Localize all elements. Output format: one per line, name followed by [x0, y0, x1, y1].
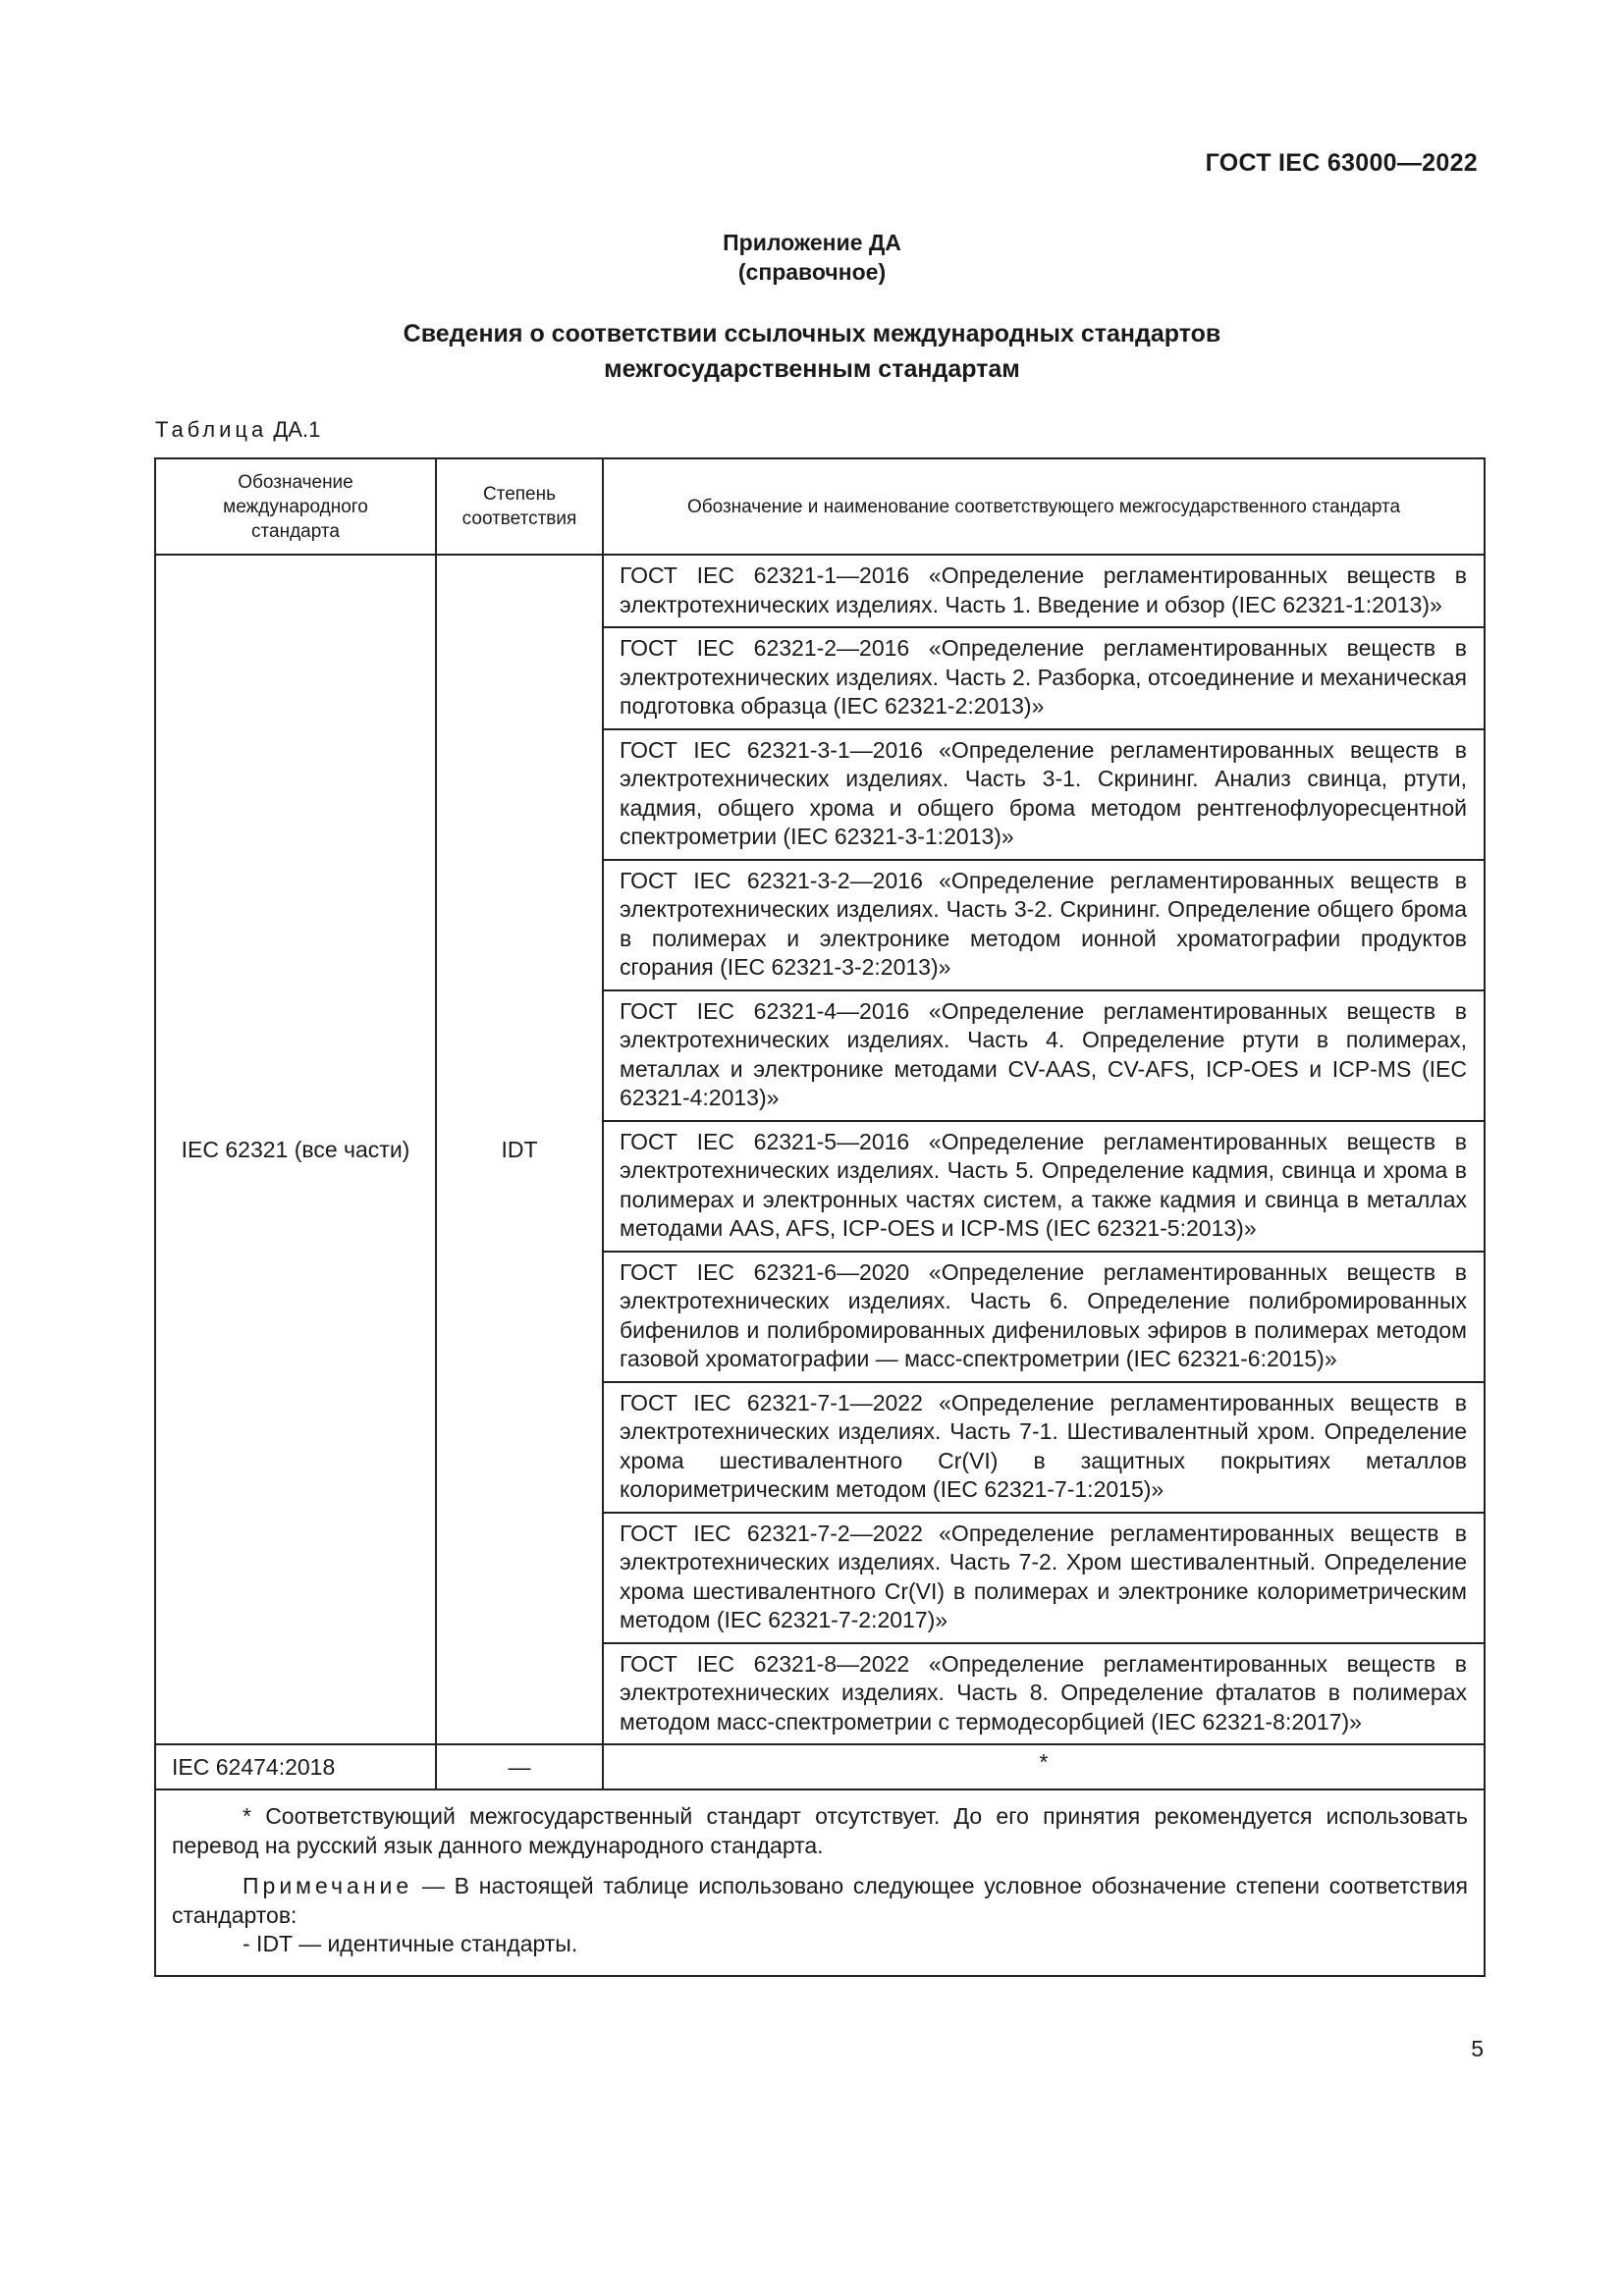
- standard-cell: ГОСТ IEC 62321-6—2020 «Определение регламентированных веществ в электротехнических изделиях. Часть 6. Определение полибромированных бифенилов и полибромированных дифениловых эфиров в полимерах методом газовой хроматографии — масс-спектрометрии (IEC 62321-6:2015)»: [603, 1252, 1485, 1382]
- footnote: * Соответствующий межгосударственный стандарт отсутствует. До его принятия рекомендуется использовать перевод на русский язык данного международного стандарта.: [172, 1803, 1468, 1858]
- header-interstate-standard: Обозначение и наименование соответствующего межгосударственного стандарта: [603, 458, 1485, 555]
- page-number: 5: [1471, 2036, 1484, 2061]
- table-notes: [155, 1789, 1485, 1976]
- standard-cell: ГОСТ IEC 62321-4—2016 «Определение регламентированных веществ в электротехнических изделиях. Часть 4. Определение ртути в полимерах, металлах и электронике методами CV-AAS, CV-AFS, ICP-OES и ICP-MS (IEC 62321-4:2013)»: [603, 990, 1485, 1121]
- note-text: — В настоящей таблице использовано следующее условное обозначение степени соответствия стандартов:: [172, 1873, 1468, 1928]
- standard-cell: ГОСТ IEC 62321-7-1—2022 «Определение регламентированных веществ в электротехнических изделиях. Часть 7-1. Шестивалентный хром. Определение хрома шестивалентного Cr(VI) в защитных покрытиях металлов колориметрическим методом (IEC 62321-7-1:2015)»: [603, 1382, 1485, 1513]
- degree-cell: IDT: [436, 555, 603, 1744]
- standard-cell: ГОСТ IEC 62321-7-2—2022 «Определение регламентированных веществ в электротехнических изделиях. Часть 7-2. Хром шестивалентный. Определение хрома шестивалентного Cr(VI) в полимерах и электронике колориметрическим методом (IEC 62321-7-2:2017)»: [603, 1513, 1485, 1643]
- table-footer-row: [155, 1789, 1485, 1976]
- intl-standard-cell: IEC 62321 (все части): [155, 555, 436, 1744]
- standard-cell: ГОСТ IEC 62321-8—2022 «Определение регламентированных веществ в электротехнических изделиях. Часть 8. Определение фталатов в полимерах методом масс-спектрометрии с термодесорбцией (IEC 62321-8:2017)»: [603, 1643, 1485, 1745]
- standard-cell: ГОСТ IEC 62321-3-1—2016 «Определение регламентированных веществ в электротехнических изделиях. Часть 3-1. Скрининг. Анализ свинца, ртути, кадмия, общего хрома и общего брома методом рентгенофлуоресцентной спектрометрии (IEC 62321-3-1:2013)»: [603, 729, 1485, 860]
- section-title: [0, 316, 1624, 387]
- section-title-line-1: Сведения о соответствии ссылочных международных стандартов: [403, 320, 1221, 347]
- table-row: [155, 1744, 1485, 1789]
- correspondence-table: [154, 457, 1486, 1977]
- degree-cell: —: [436, 1744, 603, 1789]
- standard-cell: *: [603, 1744, 1485, 1789]
- table-caption: [155, 417, 320, 443]
- header-intl-standard: Обозначение международного стандарта: [155, 458, 436, 555]
- table-header-row: [155, 458, 1485, 555]
- note-label: Примечание: [243, 1873, 413, 1898]
- annex-subtitle: (справочное): [737, 259, 887, 285]
- note: [172, 1872, 1468, 1930]
- annex-title: Приложение ДА: [723, 230, 901, 255]
- table-row: [155, 555, 1485, 627]
- table-caption-number: ДА.1: [273, 417, 321, 442]
- standard-cell: ГОСТ IEC 62321-1—2016 «Определение регламентированных веществ в электротехнических изделиях. Часть 1. Введение и обзор (IEC 62321-1:2013)»: [603, 555, 1485, 627]
- standard-cell: ГОСТ IEC 62321-2—2016 «Определение регламентированных веществ в электротехнических изделиях. Часть 2. Разборка, отсоединение и механическая подготовка образца (IEC 62321-2:2013)»: [603, 627, 1485, 729]
- document-code: ГОСТ IEC 63000—2022: [1205, 149, 1478, 177]
- standard-cell: ГОСТ IEC 62321-3-2—2016 «Определение регламентированных веществ в электротехнических изделиях. Часть 3-2. Скрининг. Определение общего брома в полимерах и электронике методом ионной хроматографии продуктов сгорания (IEC 62321-3-2:2013)»: [603, 860, 1485, 990]
- section-title-line-2: межгосударственным стандартам: [604, 355, 1020, 383]
- note-item: - IDT — идентичные стандарты.: [243, 1931, 578, 1956]
- standard-cell: ГОСТ IEC 62321-5—2016 «Определение регламентированных веществ в электротехнических изделиях. Часть 5. Определение кадмия, свинца и хрома в полимерах и электронных частях систем, а также кадмия и свинца в металлах методами AAS, AFS, ICP-OES и ICP-MS (IEC 62321-5:2013)»: [603, 1121, 1485, 1252]
- table-caption-word: Таблица: [155, 417, 268, 442]
- header-degree: Степень соответствия: [436, 458, 603, 555]
- intl-standard-cell: IEC 62474:2018: [155, 1744, 436, 1789]
- annex-heading: [0, 228, 1624, 287]
